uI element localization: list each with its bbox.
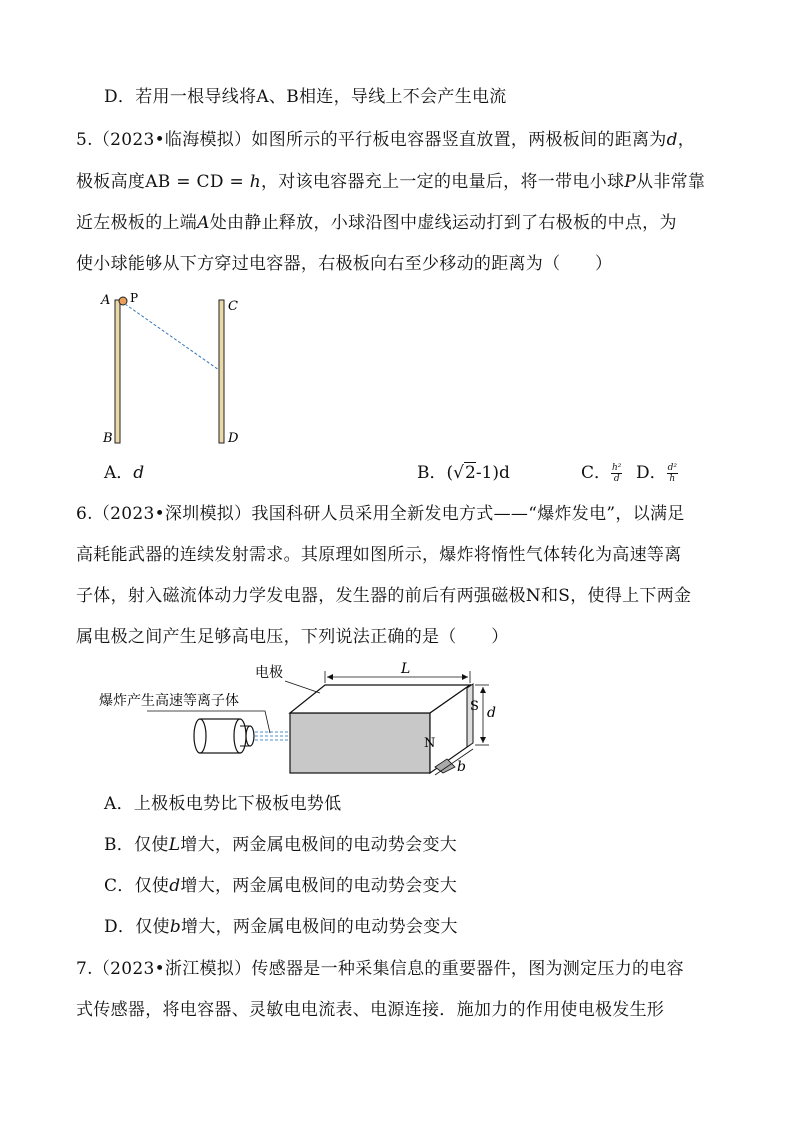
q7-stem-line2: 式传感器，将电容器、灵敏电电流表、电源连接．施加力的作用使电极发生形 <box>76 1000 665 1020</box>
q6-stem-line1: 6.（2023•深圳模拟）我国科研人员采用全新发电方式——“爆炸发电”，以满足 <box>76 504 685 524</box>
label-electrode: 电极 <box>255 665 283 681</box>
q5-capacitor-figure <box>95 288 255 448</box>
label-p: P <box>130 291 139 305</box>
label-plasma: 爆炸产生高速等离子体 <box>99 693 239 709</box>
trajectory-dashed-line <box>125 304 219 370</box>
q5-option-c: C． $\frac{\text{h²}}{d}$ <box>581 463 622 484</box>
label-a: A <box>101 293 111 308</box>
generator-front-face <box>290 713 430 773</box>
q6-option-a: A．上极板电势比下极板电势低 <box>104 794 342 814</box>
q5-option-b: B．(√2-1)d <box>417 463 510 483</box>
q6-stem-line2: 高耗能武器的连续发射需求。其原理如图所示，爆炸将惰性气体转化为高速等离 <box>76 545 682 565</box>
q6-mhd-generator-figure <box>95 655 515 785</box>
label-b: B <box>103 431 113 446</box>
q5-stem-line3: 近左极板的上端A处由静止释放，小球沿图中虚线运动打到了右极板的中点，为 <box>76 213 677 233</box>
q5-stem-line2: 极板高度AB = CD = h，对该电容器充上一定的电量后，将一带电小球P从非常靠 <box>76 172 706 192</box>
right-plate <box>219 300 224 443</box>
fraction-d2-over-h: $\frac{\text{d²}}{h}$ <box>667 463 678 484</box>
q5-option-d: D． $\frac{\text{d²}}{h}$ <box>636 463 678 484</box>
label-d-dim: d <box>487 705 496 721</box>
label-l: L <box>401 661 411 677</box>
q6-option-b: B．仅使L增大，两金属电极间的电动势会变大 <box>104 835 458 855</box>
q4-option-d: D．若用一根导线将A、B相连，导线上不会产生电流 <box>104 87 507 107</box>
q5-option-a: A．d <box>104 463 145 483</box>
charged-ball <box>119 297 127 305</box>
left-plate <box>115 300 120 443</box>
q6-stem-line3: 子体，射入磁流体动力学发电器，发生器的前后有两强磁极N和S，使得上下两金 <box>76 586 692 606</box>
label-d: D <box>228 431 239 446</box>
label-c: C <box>228 299 238 314</box>
q6-stem-line4: 属电极之间产生足够高电压，下列说法正确的是（ ） <box>76 627 509 647</box>
q5-stem-line1: 5.（2023•临海模拟）如图所示的平行板电容器竖直放置，两极板间的距离为d， <box>76 130 696 150</box>
q7-stem-line1: 7.（2023•浙江模拟）传感器是一种采集信息的重要器件，图为测定压力的电容 <box>76 959 684 979</box>
q6-option-d: D．仅使b增大，两金属电极间的电动势会变大 <box>104 917 458 937</box>
q6-option-c: C．仅使d增大，两金属电极间的电动势会变大 <box>104 876 458 896</box>
label-s: S <box>470 699 479 714</box>
label-b-dim: b <box>457 759 466 775</box>
q5-stem-line4: 使小球能够从下方穿过电容器，右极板向右至少移动的距离为（ ） <box>76 254 613 274</box>
label-n: N <box>424 736 436 751</box>
fraction-h2-over-d: $\frac{\text{h²}}{d}$ <box>612 463 622 484</box>
